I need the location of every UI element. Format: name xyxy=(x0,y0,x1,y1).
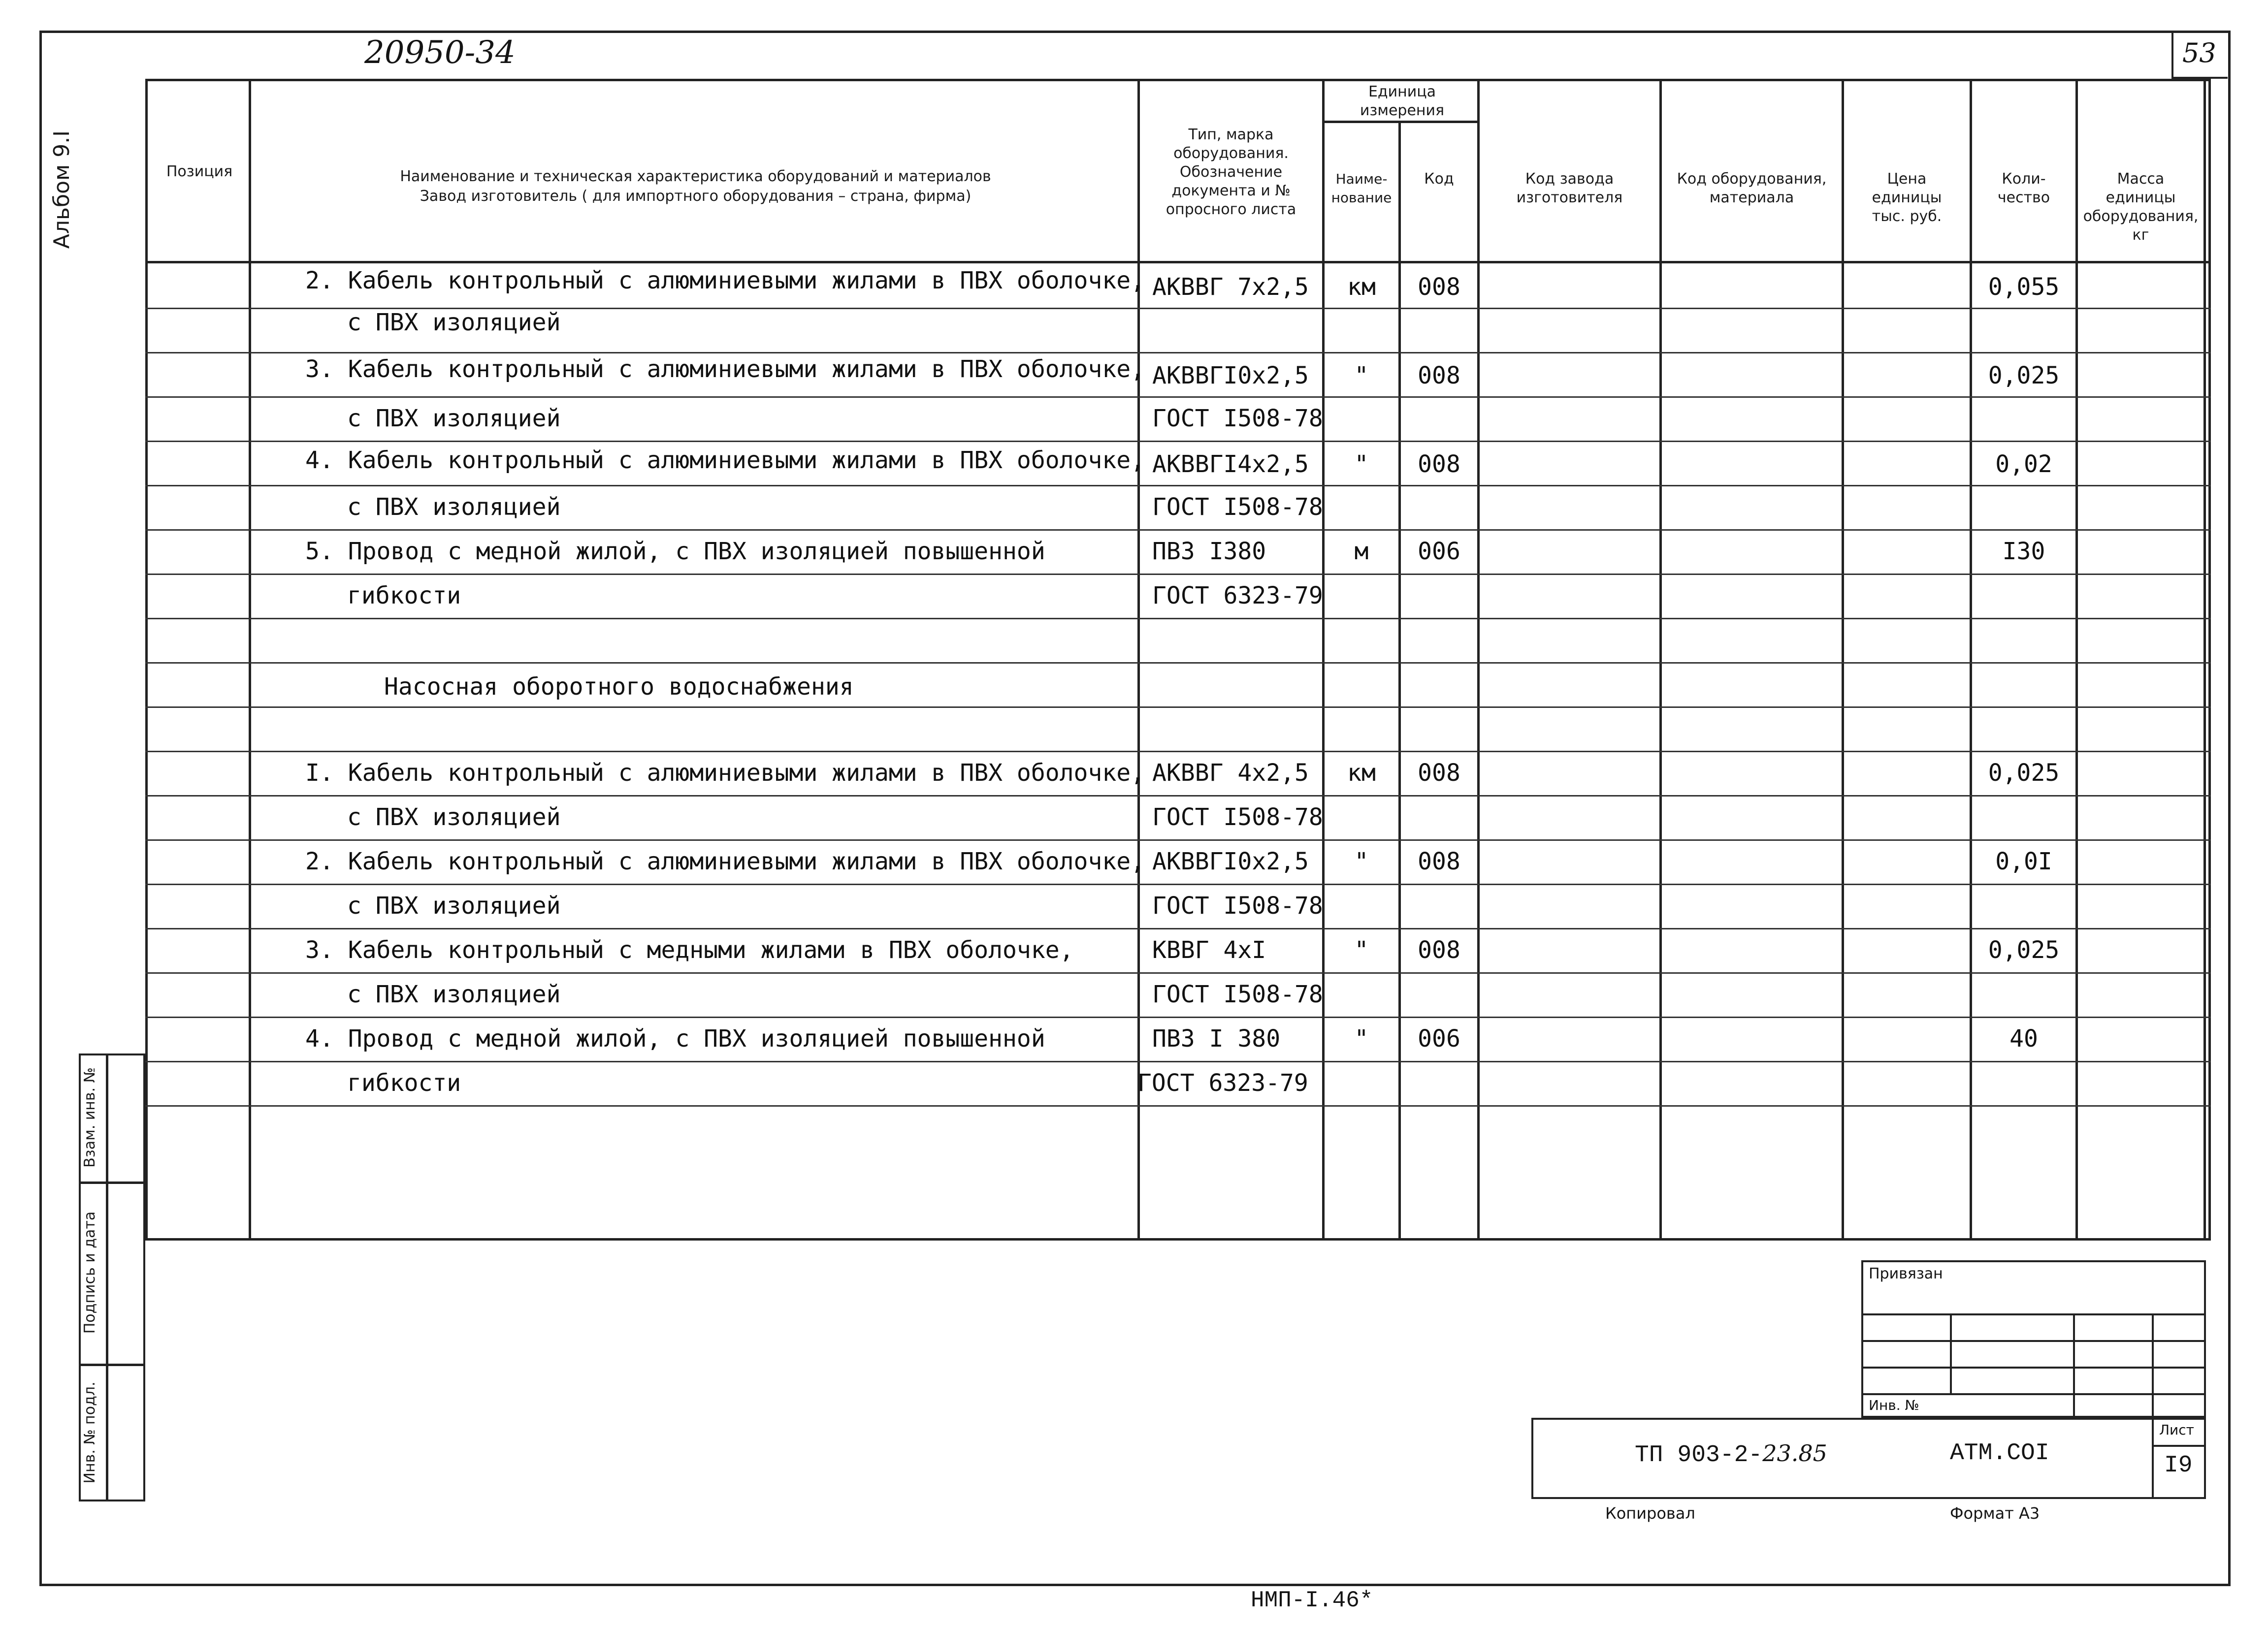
row-separator xyxy=(145,795,2211,797)
row-3-text: 3. Кабель контрольный с алюминиевыми жилами в ПВХ оболочке, xyxy=(305,355,1145,383)
row-separator xyxy=(145,1105,2211,1107)
row-7-type: ПВЗ I380 xyxy=(1152,538,1266,565)
row-16-unit: " xyxy=(1354,936,1369,964)
row-separator xyxy=(145,396,2211,398)
side-stamp-divider xyxy=(106,1053,108,1501)
row-13-text: с ПВХ изоляцией xyxy=(347,803,561,831)
row-1-unit: км xyxy=(1347,273,1376,301)
hdr-unit-name xyxy=(1325,170,1398,207)
hdr-unit-name-l1: Наиме- xyxy=(1335,171,1388,187)
col-line xyxy=(2075,79,2078,1241)
stamp-project-code: ТП 903-2- xyxy=(1635,1442,1763,1468)
row-14-type: АКВВГI0х2,5 xyxy=(1152,848,1309,875)
hdr-type-l5: опросного листа xyxy=(1166,201,1296,218)
stamp-sheet-no: I9 xyxy=(2164,1452,2193,1479)
unit-subheader-line xyxy=(1322,121,1480,123)
col-line xyxy=(249,79,251,1241)
row-16-text: 3. Кабель контрольный с медными жилами в ПВХ оболочке, xyxy=(305,936,1074,964)
stamp-line xyxy=(1861,1393,2206,1395)
row-15-text: с ПВХ изоляцией xyxy=(347,892,561,920)
hdr-qty-l2: чество xyxy=(1997,189,2050,206)
row-separator xyxy=(145,839,2211,841)
stamp-project-suffix: 23.85 xyxy=(1762,1440,1827,1467)
row-19-text: гибкости xyxy=(347,1069,461,1097)
hdr-price-l1: Цена xyxy=(1887,170,1927,188)
col-line xyxy=(1322,79,1325,1241)
row-16-qty: 0,025 xyxy=(1988,936,2060,964)
hdr-name-line2: Завод изготовитель ( для импортного оборудования – страна, фирма) xyxy=(420,188,972,205)
title-block-line xyxy=(2152,1445,2206,1447)
hdr-mass-l2: единицы xyxy=(2106,189,2176,206)
row-8-text: гибкости xyxy=(347,582,461,609)
hdr-mass-l4: кг xyxy=(2132,226,2149,244)
row-3-qty: 0,025 xyxy=(1988,362,2060,389)
col-line xyxy=(1477,79,1480,1241)
hdr-price-l3: тыс. руб. xyxy=(1872,208,1942,225)
row-18-qty: 40 xyxy=(2009,1025,2038,1053)
row-1-code: 008 xyxy=(1418,273,1460,301)
row-7-qty: I30 xyxy=(2002,538,2045,565)
row-separator xyxy=(145,352,2211,353)
row-separator xyxy=(145,884,2211,885)
hdr-type xyxy=(1140,126,1322,219)
row-7-code: 006 xyxy=(1418,538,1460,565)
hdr-plant-code-l1: Код завода xyxy=(1525,170,1614,188)
hdr-qty xyxy=(1972,170,2075,207)
row-12-text: I. Кабель контрольный с алюминиевыми жилами в ПВХ оболочке, xyxy=(305,759,1145,787)
row-6-text: с ПВХ изоляцией xyxy=(347,493,561,521)
row-12-qty: 0,025 xyxy=(1988,759,2060,787)
row-separator xyxy=(145,1061,2211,1062)
row-6-type: ГОСТ I508-78 xyxy=(1152,493,1323,521)
row-15-type: ГОСТ I508-78 xyxy=(1152,892,1323,920)
row-separator xyxy=(145,1017,2211,1018)
hdr-position: Позиция xyxy=(166,163,233,180)
hdr-unit-l1: Единица xyxy=(1368,83,1436,100)
hdr-unit-l2: измерения xyxy=(1360,102,1445,119)
hdr-type-l2: оборудования. xyxy=(1173,145,1289,162)
album-number: 20950-34 xyxy=(364,34,516,71)
row-16-code: 008 xyxy=(1418,936,1460,964)
footer-bottom-code: НМП-I.46* xyxy=(1251,1588,1373,1613)
row-7-unit: м xyxy=(1354,538,1369,565)
hdr-equip-code xyxy=(1662,170,1842,207)
hdr-unit-code: Код xyxy=(1424,170,1454,188)
hdr-plant-code xyxy=(1480,170,1659,207)
row-14-text: 2. Кабель контрольный с алюминиевыми жилами в ПВХ оболочке, xyxy=(305,848,1145,875)
col-line xyxy=(1842,79,1844,1241)
row-separator xyxy=(145,751,2211,752)
row-19-type: ГОСТ 6323-79 xyxy=(1137,1069,1308,1097)
side-stamp-line xyxy=(79,1364,145,1366)
row-3-code: 008 xyxy=(1418,362,1460,389)
row-separator xyxy=(145,529,2211,531)
row-18-code: 006 xyxy=(1418,1025,1460,1053)
row-7-text: 5. Провод с медной жилой, с ПВХ изоляцией повышенной xyxy=(305,538,1045,565)
row-12-unit: км xyxy=(1347,759,1376,787)
row-separator xyxy=(145,706,2211,708)
hdr-unit xyxy=(1325,83,1480,120)
row-17-text: с ПВХ изоляцией xyxy=(347,981,561,1008)
hdr-equip-code-l1: Код оборудования, xyxy=(1677,170,1827,188)
row-separator xyxy=(145,441,2211,442)
hdr-price xyxy=(1844,170,1970,226)
row-3-type: АКВВГI0х2,5 xyxy=(1152,362,1309,389)
row-8-type: ГОСТ 6323-79 xyxy=(1152,582,1323,609)
hdr-mass-l3: оборудования, xyxy=(2083,208,2199,225)
side-podpis: Подпись и дата xyxy=(81,1211,98,1334)
stamp-privyazan: Привязан xyxy=(1869,1265,1943,1282)
stamp-doc: АТМ.СОI xyxy=(1950,1440,2049,1467)
row-5-code: 008 xyxy=(1418,450,1460,478)
row-3-unit: " xyxy=(1354,362,1369,389)
row-18-unit: " xyxy=(1354,1025,1369,1053)
stamp-sheet-label: Лист xyxy=(2159,1422,2194,1438)
album-label: Альбом 9.I xyxy=(49,130,74,249)
row-1-qty: 0,055 xyxy=(1988,273,2060,301)
stamp-col xyxy=(1950,1313,1952,1393)
row-separator xyxy=(145,618,2211,619)
row-4-type: ГОСТ I508-78 xyxy=(1152,405,1323,432)
col-line xyxy=(1970,79,1972,1241)
stamp-col xyxy=(2152,1313,2154,1418)
row-5-qty: 0,02 xyxy=(1995,450,2052,478)
row-14-unit: " xyxy=(1354,848,1369,875)
row-1-type: АКВВГ 7х2,5 xyxy=(1152,273,1309,301)
hdr-type-l4: документа и № xyxy=(1171,182,1291,199)
row-12-code: 008 xyxy=(1418,759,1460,787)
row-separator xyxy=(145,485,2211,486)
footer-copied: Копировал xyxy=(1605,1504,1695,1523)
row-14-code: 008 xyxy=(1418,848,1460,875)
col-line xyxy=(1137,79,1140,1241)
footer-format: Формат А3 xyxy=(1950,1504,2040,1523)
row-18-type: ПВЗ I 380 xyxy=(1152,1025,1281,1053)
hdr-equip-code-l2: материала xyxy=(1709,189,1794,206)
row-14-qty: 0,0I xyxy=(1995,848,2052,875)
stamp-inv-no: Инв. № xyxy=(1869,1397,1919,1413)
row-separator xyxy=(145,574,2211,575)
row-1-text: 2. Кабель контрольный с алюминиевыми жилами в ПВХ оболочке, xyxy=(305,267,1145,294)
stamp-col xyxy=(2073,1313,2075,1418)
side-stamp-line xyxy=(79,1181,145,1184)
section-title: Насосная оборотного водоснабжения xyxy=(384,673,854,701)
row-17-type: ГОСТ I508-78 xyxy=(1152,981,1323,1008)
row-13-type: ГОСТ I508-78 xyxy=(1152,803,1323,831)
sheet-corner-number: 53 xyxy=(2182,37,2216,68)
col-line xyxy=(1659,79,1662,1241)
row-18-text: 4. Провод с медной жилой, с ПВХ изоляцией повышенной xyxy=(305,1025,1045,1053)
title-block xyxy=(1531,1418,2206,1499)
row-16-type: КВВГ 4хI xyxy=(1152,936,1266,964)
stamp-line xyxy=(1861,1340,2206,1342)
hdr-type-l3: Обозначение xyxy=(1179,163,1283,181)
hdr-mass-l1: Масса xyxy=(2117,170,2165,188)
stamp-project xyxy=(1635,1440,1827,1468)
row-5-type: АКВВГI4х2,5 xyxy=(1152,450,1309,478)
hdr-name-line1: Наименование и техническая характеристика оборудований и материалов xyxy=(400,168,991,185)
row-12-type: АКВВГ 4х2,5 xyxy=(1152,759,1309,787)
row-4-text: с ПВХ изоляцией xyxy=(347,405,561,432)
row-separator xyxy=(145,972,2211,974)
side-vzam: Взам. инв. № xyxy=(81,1067,98,1168)
hdr-unit-name-l2: нование xyxy=(1331,190,1392,206)
header-bottom-line xyxy=(145,261,2211,263)
row-5-text: 4. Кабель контрольный с алюминиевыми жилами в ПВХ оболочке, xyxy=(305,447,1145,474)
hdr-mass xyxy=(2078,170,2203,245)
stamp-line xyxy=(1861,1313,2206,1315)
spec-table xyxy=(145,79,2211,1241)
hdr-qty-l1: Коли- xyxy=(2002,170,2046,188)
row-5-unit: " xyxy=(1354,450,1369,478)
hdr-plant-code-l2: изготовителя xyxy=(1516,189,1623,206)
row-2-text: с ПВХ изоляцией xyxy=(347,309,561,336)
side-inv: Инв. № подл. xyxy=(81,1381,98,1484)
hdr-price-l2: единицы xyxy=(1872,189,1942,206)
row-separator xyxy=(145,928,2211,929)
title-block-divider xyxy=(2152,1418,2154,1499)
hdr-type-l1: Тип, марка xyxy=(1188,126,1274,143)
row-separator xyxy=(145,662,2211,664)
col-line xyxy=(2203,79,2206,1241)
stamp-line xyxy=(1861,1367,2206,1369)
